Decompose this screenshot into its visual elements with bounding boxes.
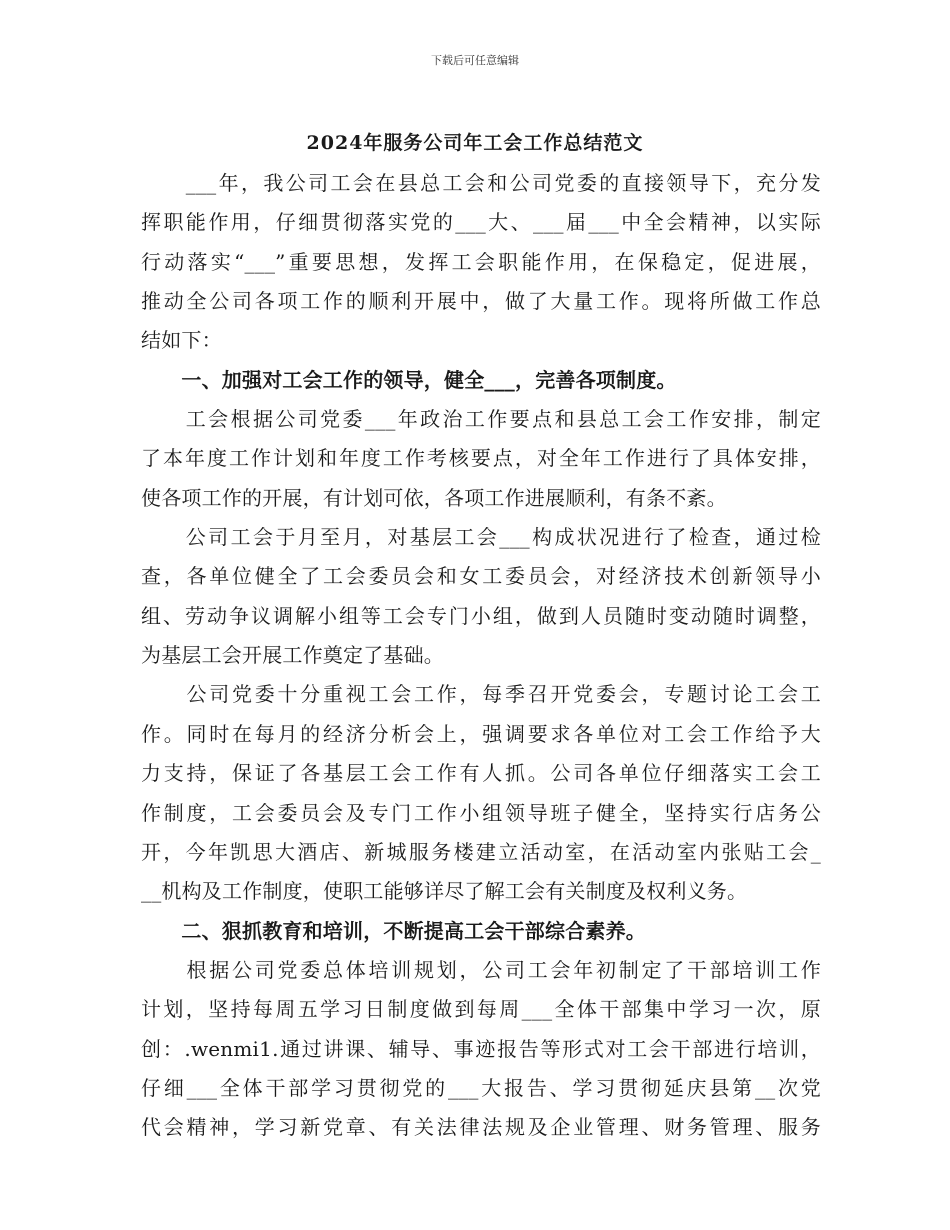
- body-line: 了本年度工作计划和年度工作考核要点，对全年工作进行了具体安排，: [141, 446, 821, 471]
- body-line: 组、劳动争议调解小组等工会专门小组，做到人员随时变动随时调整，: [141, 603, 821, 628]
- document-title: 2024年服务公司年工会工作总结范文: [306, 132, 644, 154]
- body-line: ___年，我公司工会在县总工会和公司党委的直接领导下，充分发: [141, 171, 821, 195]
- body-line: 开，今年凯思大酒店、新城服务楼建立活动室，在活动室内张贴工会_: [141, 839, 821, 864]
- body-line: 作。同时在每月的经济分析会上，强调要求各单位对工会工作给予大: [141, 721, 821, 746]
- body-line: 仔细___全体干部学习贯彻党的___大报告、学习贯彻延庆县第__次党: [141, 1075, 821, 1100]
- body-line: 力支持，保证了各基层工会工作有人抓。公司各单位仔细落实工会工: [141, 761, 821, 786]
- section-heading: 二、狠抓教育和培训，不断提高工会干部综合素养。: [141, 918, 646, 943]
- body-line: 结如下：: [141, 328, 222, 353]
- body-line: 工会根据公司党委___年政治工作要点和县总工会工作安排，制定: [141, 407, 821, 432]
- section-heading: 一、加强对工会工作的领导，健全___，完善各项制度。: [141, 367, 677, 392]
- body-line: 为基层工会开展工作奠定了基础。: [141, 643, 444, 668]
- body-line: __机构及工作制度，使职工能够详尽了解工会有关制度及权利义务。: [141, 879, 748, 904]
- document-body: [141, 164, 821, 1148]
- body-line: 计划，坚持每周五学习日制度做到每周___全体干部集中学习一次，原: [141, 997, 821, 1022]
- body-line: 行动落实“___”重要思想，发挥工会职能作用，在保稳定，促进展，: [141, 249, 821, 274]
- body-line: 公司党委十分重视工会工作，每季召开党委会，专题讨论工会工: [141, 682, 821, 707]
- body-line: 创：.wenmi1.通过讲课、辅导、事迹报告等形式对工会干部进行培训，: [141, 1036, 821, 1061]
- page-header: 下载后可任意编辑: [431, 54, 519, 67]
- body-line: 根据公司党委总体培训规划，公司工会年初制定了干部培训工作: [141, 957, 821, 982]
- body-line: 公司工会于月至月，对基层工会___构成状况进行了检查，通过检: [141, 525, 821, 550]
- body-line: 挥职能作用，仔细贯彻落实党的___大、___届___中全会精神，以实际: [141, 210, 821, 235]
- body-line: 推动全公司各项工作的顺利开展中，做了大量工作。现将所做工作总: [141, 289, 821, 314]
- body-line: 使各项工作的开展，有计划可依，各项工作进展顺利，有条不紊。: [141, 485, 727, 510]
- body-line: 代会精神，学习新党章、有关法律法规及企业管理、财务管理、服务: [141, 1115, 821, 1140]
- body-line: 查，各单位健全了工会委员会和女工委员会，对经济技术创新领导小: [141, 564, 821, 589]
- body-line: 作制度，工会委员会及专门工作小组领导班子健全，坚持实行店务公: [141, 800, 821, 825]
